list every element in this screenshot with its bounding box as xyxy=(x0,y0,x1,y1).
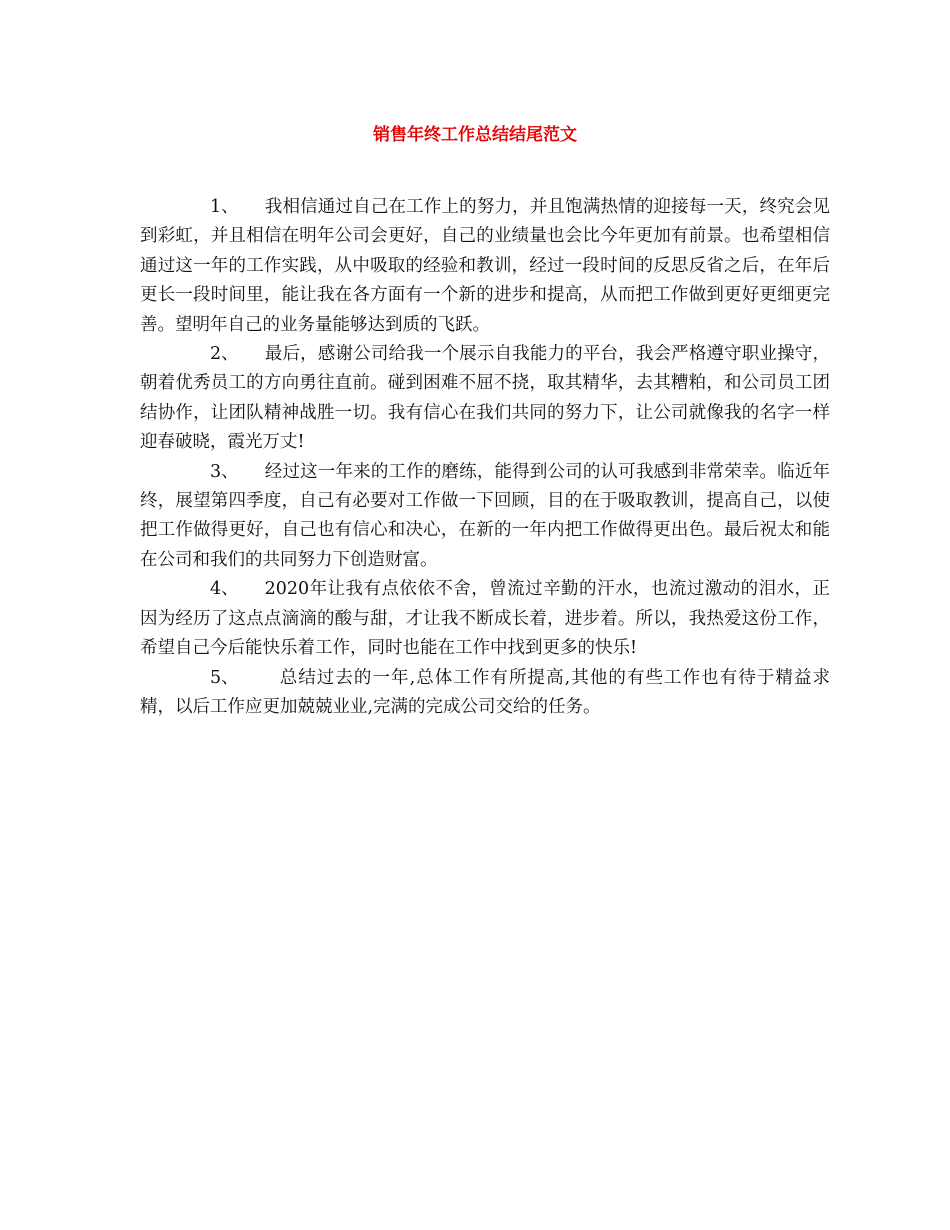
document-title: 销售年终工作总结结尾范文 xyxy=(373,125,577,145)
paragraph-number: 1、 xyxy=(210,197,239,217)
paragraph-text: 经过这一年来的工作的磨练，能得到公司的认可我感到非常荣幸。临近年终，展望第四季度，自己有必要对工作做一下回顾，目的在于吸取教训，提高自己，以使把工作做得更好，自己也有信心和决心，在新的一年内把工作做得更出色。最后祝太和能在公司和我们的共同努力下创造财富。 xyxy=(140,461,830,570)
paragraph-text: 我相信通过自己在工作上的努力，并且饱满热情的迎接每一天，终究会见到彩虹，并且相信在明年公司会更好，自己的业绩量也会比今年更加有前景。也希望相信通过这一年的工作实践，从中吸取的经验和教训，经过一段时间的反思反省之后，在年后更长一段时间里，能让我在各方面有一个新的进步和提高，从而把工作做到更好更细更完善。望明年自己的业务量能够达到质的飞跃。 xyxy=(140,197,830,335)
paragraph-3 xyxy=(140,458,830,576)
paragraph-4 xyxy=(140,575,830,663)
document-body xyxy=(140,193,830,722)
paragraph-2 xyxy=(140,340,830,458)
paragraph-text: 2020年让我有点依依不舍，曾流过辛勤的汗水，也流过激动的泪水，正因为经历了这点点滴滴的酸与甜，才让我不断成长着，进步着。所以，我热爱这份工作，希望自己今后能快乐着工作，同时也能在工作中找到更多的快乐! xyxy=(140,579,830,659)
paragraph-number: 2、 xyxy=(210,344,239,365)
paragraph-text: 最后，感谢公司给我一个展示自我能力的平台，我会严格遵守职业操守，朝着优秀员工的方向勇往直前。碰到困难不屈不挠，取其精华，去其糟粕，和公司员工团结协作，让团队精神战胜一切。我有信心在我们共同的努力下，让公司就像我的名字一样迎春破晓，霞光万丈! xyxy=(140,344,830,453)
paragraph-number: 4、 xyxy=(210,579,239,600)
paragraph-5 xyxy=(140,664,830,723)
paragraph-number: 3、 xyxy=(210,461,239,482)
paragraph-text: 总结过去的一年,总体工作有所提高,其他的有些工作也有待于精益求精，以后工作应更加兢兢业业,完满的完成公司交给的任务。 xyxy=(140,667,830,717)
paragraph-1 xyxy=(140,193,830,340)
paragraph-number: 5、 xyxy=(210,667,239,688)
